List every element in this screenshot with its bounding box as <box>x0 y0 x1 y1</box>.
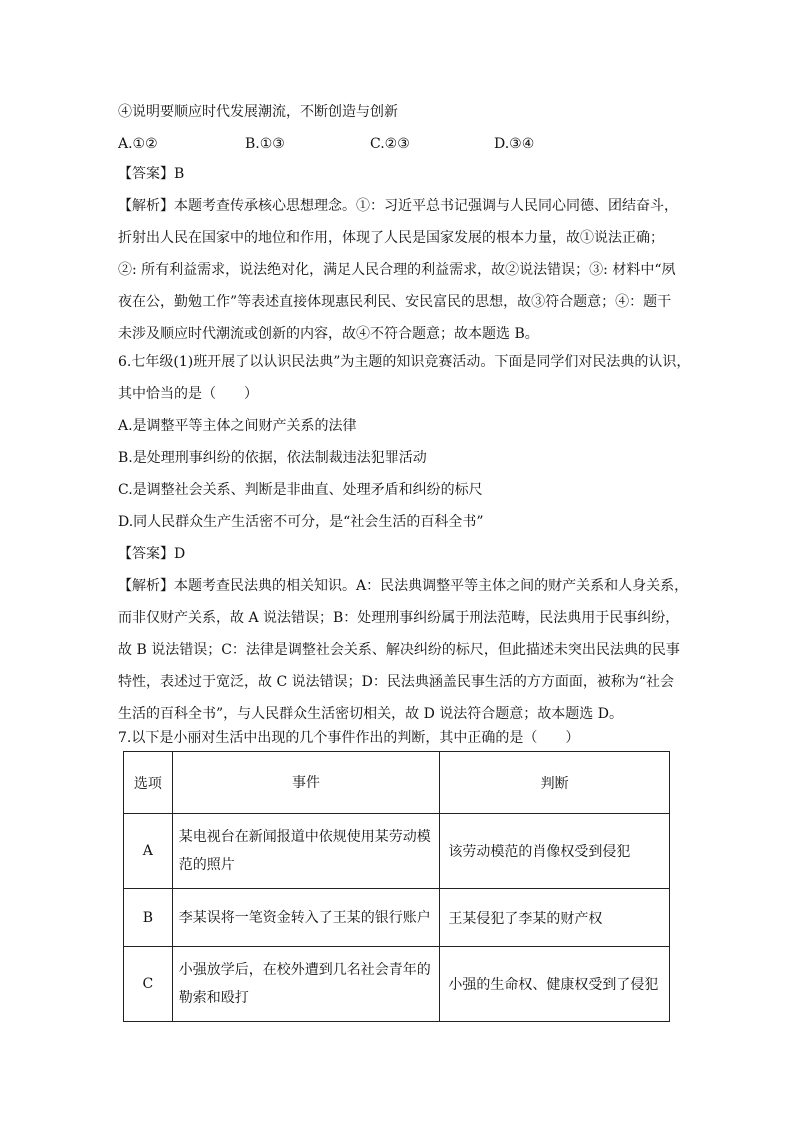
question-6-stem: 其中恰当的是（ ） <box>118 386 258 402</box>
header-option: 选项 <box>124 752 173 814</box>
option-c: C.②③ <box>370 136 410 152</box>
analysis-q5-line: 夜在公，勤勉工作”等表述直接体现惠民利民、安民富民的思想，故③符合题意；④：题干 <box>118 294 672 310</box>
row-judgment: 王某侵犯了李某的财产权 <box>440 889 670 947</box>
row-judgment: 小强的生命权、健康权受到了侵犯 <box>440 947 670 1022</box>
answer-q5: 【答案】B <box>118 166 185 182</box>
q6-option-b: B.是处理刑事纠纷的依据，依法制裁违法犯罪活动 <box>118 450 427 466</box>
option-b: B.①③ <box>245 136 285 152</box>
analysis-q6-line: 生活的百科全书”，与人民群众生活密切相关，故 D 说法符合题意；故本题选 D。 <box>118 706 623 722</box>
row-event: 某电视台在新闻报道中依规使用某劳动模范的照片 <box>172 814 440 889</box>
analysis-q6-line: 【解析】本题考查民法典的相关知识。A：民法典调整平等主体之间的财产关系和人身关系， <box>118 578 689 594</box>
row-option: A <box>124 814 173 889</box>
analysis-q6-line: 而非仅财产关系，故 A 说法错误；B：处理刑事纠纷属于刑法范畴，民法典用于民事纠纷， <box>118 610 680 626</box>
analysis-q5-line: ②: 所有利益需求，说法绝对化，满足人民合理的利益需求，故②说法错误；③: 材料中“夙 <box>118 262 676 278</box>
row-judgment: 该劳动模范的肖像权受到侵犯 <box>440 814 670 889</box>
answer-q6: 【答案】D <box>118 546 186 562</box>
analysis-q5-line: 未涉及顺应时代潮流或创新的内容，故④不符合题意；故本题选 B。 <box>118 326 539 342</box>
table-header-row <box>124 752 670 814</box>
header-judgment: 判断 <box>440 752 670 814</box>
analysis-q5-line: 折射出人民在国家中的地位和作用，体现了人民是国家发展的根本力量，故①说法正确； <box>118 230 664 246</box>
q6-option-c: C.是调整社会关系、判断是非曲直、处理矛盾和纠纷的标尺 <box>118 482 483 498</box>
table-row <box>124 814 670 889</box>
question-7-stem: 7.以下是小丽对生活中出现的几个事件作出的判断，其中正确的是（ ） <box>118 730 580 746</box>
event-judgment-table <box>123 751 670 1022</box>
analysis-q5-line: 【解析】本题考查传承核心思想理念。①：习近平总书记强调与人民同心同德、团结奋斗， <box>118 198 678 214</box>
header-event: 事件 <box>172 752 440 814</box>
statement-4: ④说明要顺应时代发展潮流，不断创造与创新 <box>118 104 398 120</box>
row-event: 小强放学后，在校外遭到几名社会青年的勒索和殴打 <box>172 947 440 1022</box>
row-event: 李某误将一笔资金转入了王某的银行账户 <box>172 889 440 947</box>
option-a: A.①② <box>118 136 158 152</box>
table-row <box>124 947 670 1022</box>
row-option: B <box>124 889 173 947</box>
row-option: C <box>124 947 173 1022</box>
q6-option-a: A.是调整平等主体之间财产关系的法律 <box>118 418 357 434</box>
question-6-stem: 6.七年级(1)班开展了以认识民法典”为主题的知识竞赛活动。下面是同学们对民法典的认识， <box>118 354 691 370</box>
q6-option-d: D.同人民群众生产生活密不可分，是“社会生活的百科全书” <box>118 514 484 530</box>
analysis-q6-line: 故 B 说法错误；C：法律是调整社会关系、解决纠纷的标尺，但此描述未突出民法典的民事 <box>118 642 680 658</box>
analysis-q6-line: 特性，表述过于宽泛，故 C 说法错误；D：民法典涵盖民事生活的方方面面，被称为“社会 <box>118 674 674 690</box>
option-d: D.③④ <box>494 136 535 152</box>
table-row <box>124 889 670 947</box>
